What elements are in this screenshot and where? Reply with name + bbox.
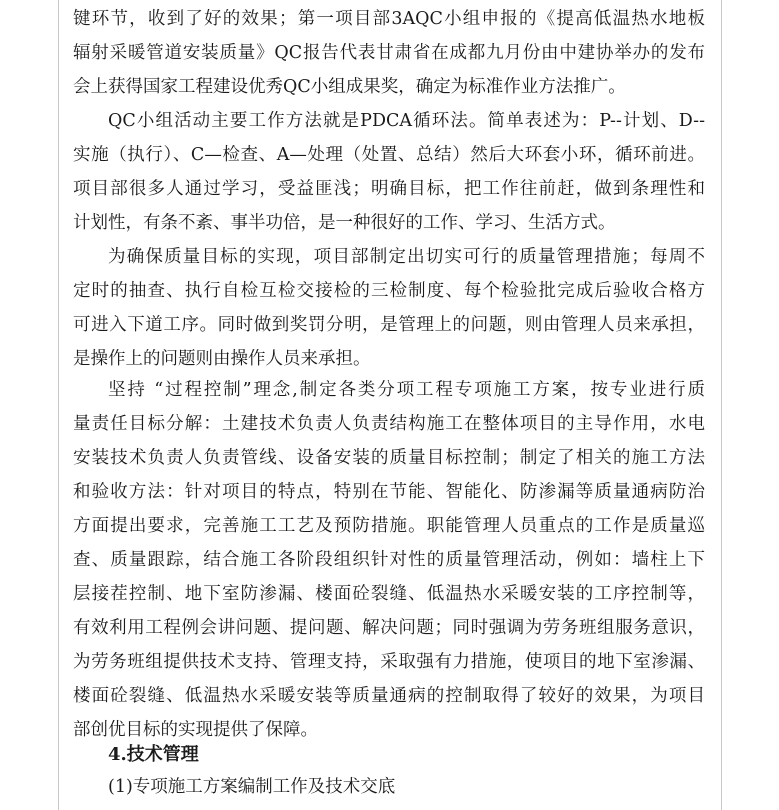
text-line: QC小组活动主要工作方法就是PDCA循环法。简单表述为：P--计划、D-- [108,111,705,131]
text-line: 键环节，收到了好的效果；第一项目部3AQC小组申报的《提高低温热水地板 [73,9,705,29]
text-line: 楼面砼裂缝、低温热水采暖安装等质量通病的控制取得了较好的效果，为项目 [73,686,705,706]
text-line: 为确保质量目标的实现，项目部制定出切实可行的质量管理措施；每周不 [108,247,705,267]
text-line: 是操作上的问题则由操作人员来承担。 [73,349,371,369]
text-line: 会上获得国家工程建设优秀QC小组成果奖，确定为标准作业方法推广。 [73,77,626,97]
text-line: 为劳务班组提供技术支持、管理支持，采取强有力措施，使项目的地下室渗漏、 [73,652,705,672]
text-line: 坚持 “过程控制”理念,制定各类分项工程专项施工方案，按专业进行质 [108,380,705,400]
section-heading: 4.技术管理 [108,744,199,765]
text-line: 辐射采暖管道安装质量》QC报告代表甘肃省在成都九月份由中建协举办的发布 [73,43,705,63]
text-line: 方面提出要求，完善施工工艺及预防措施。职能管理人员重点的工作是质量巡 [73,516,705,536]
text-line: 安装技术负责人负责管线、设备安装的质量目标控制；制定了相关的施工方法 [73,448,705,468]
text-line: 计划性，有条不紊、事半功倍，是一种很好的工作、学习、生活方式。 [73,213,616,233]
subsection-heading: (1)专项施工方案编制工作及技术交底 [108,777,396,797]
page-margin-line-right [721,0,722,810]
text-line: 定时的抽查、执行自检互检交接检的三检制度、每个检验批完成后验收合格方 [73,281,705,301]
text-line: 查、质量跟踪，结合施工各阶段组织针对性的质量管理活动，例如：墙柱上下 [73,550,705,570]
text-line: 实施（执行）、C—检查、A—处理（处置、总结）然后大环套小环，循环前进。 [73,145,705,165]
text-line: 部创优目标的实现提供了保障。 [73,720,318,740]
text-line: 项目部很多人通过学习，受益匪浅；明确目标，把工作往前赶，做到条理性和 [73,179,705,199]
text-line: 有效利用工程例会讲问题、提问题、解决问题；同时强调为劳务班组服务意识， [73,618,705,638]
page-margin-line-left [58,0,59,810]
text-line: 可进入下道工序。同时做到奖罚分明，是管理上的问题，则由管理人员来承担， [73,315,705,335]
text-line: 量责任目标分解：土建技术负责人负责结构施工在整体项目的主导作用，水电 [73,414,705,434]
text-line: 层接茬控制、地下室防渗漏、楼面砼裂缝、低温热水采暖安装的工序控制等， [73,584,705,604]
text-line: 和验收方法：针对项目的特点，特别在节能、智能化、防渗漏等质量通病防治 [73,482,705,502]
